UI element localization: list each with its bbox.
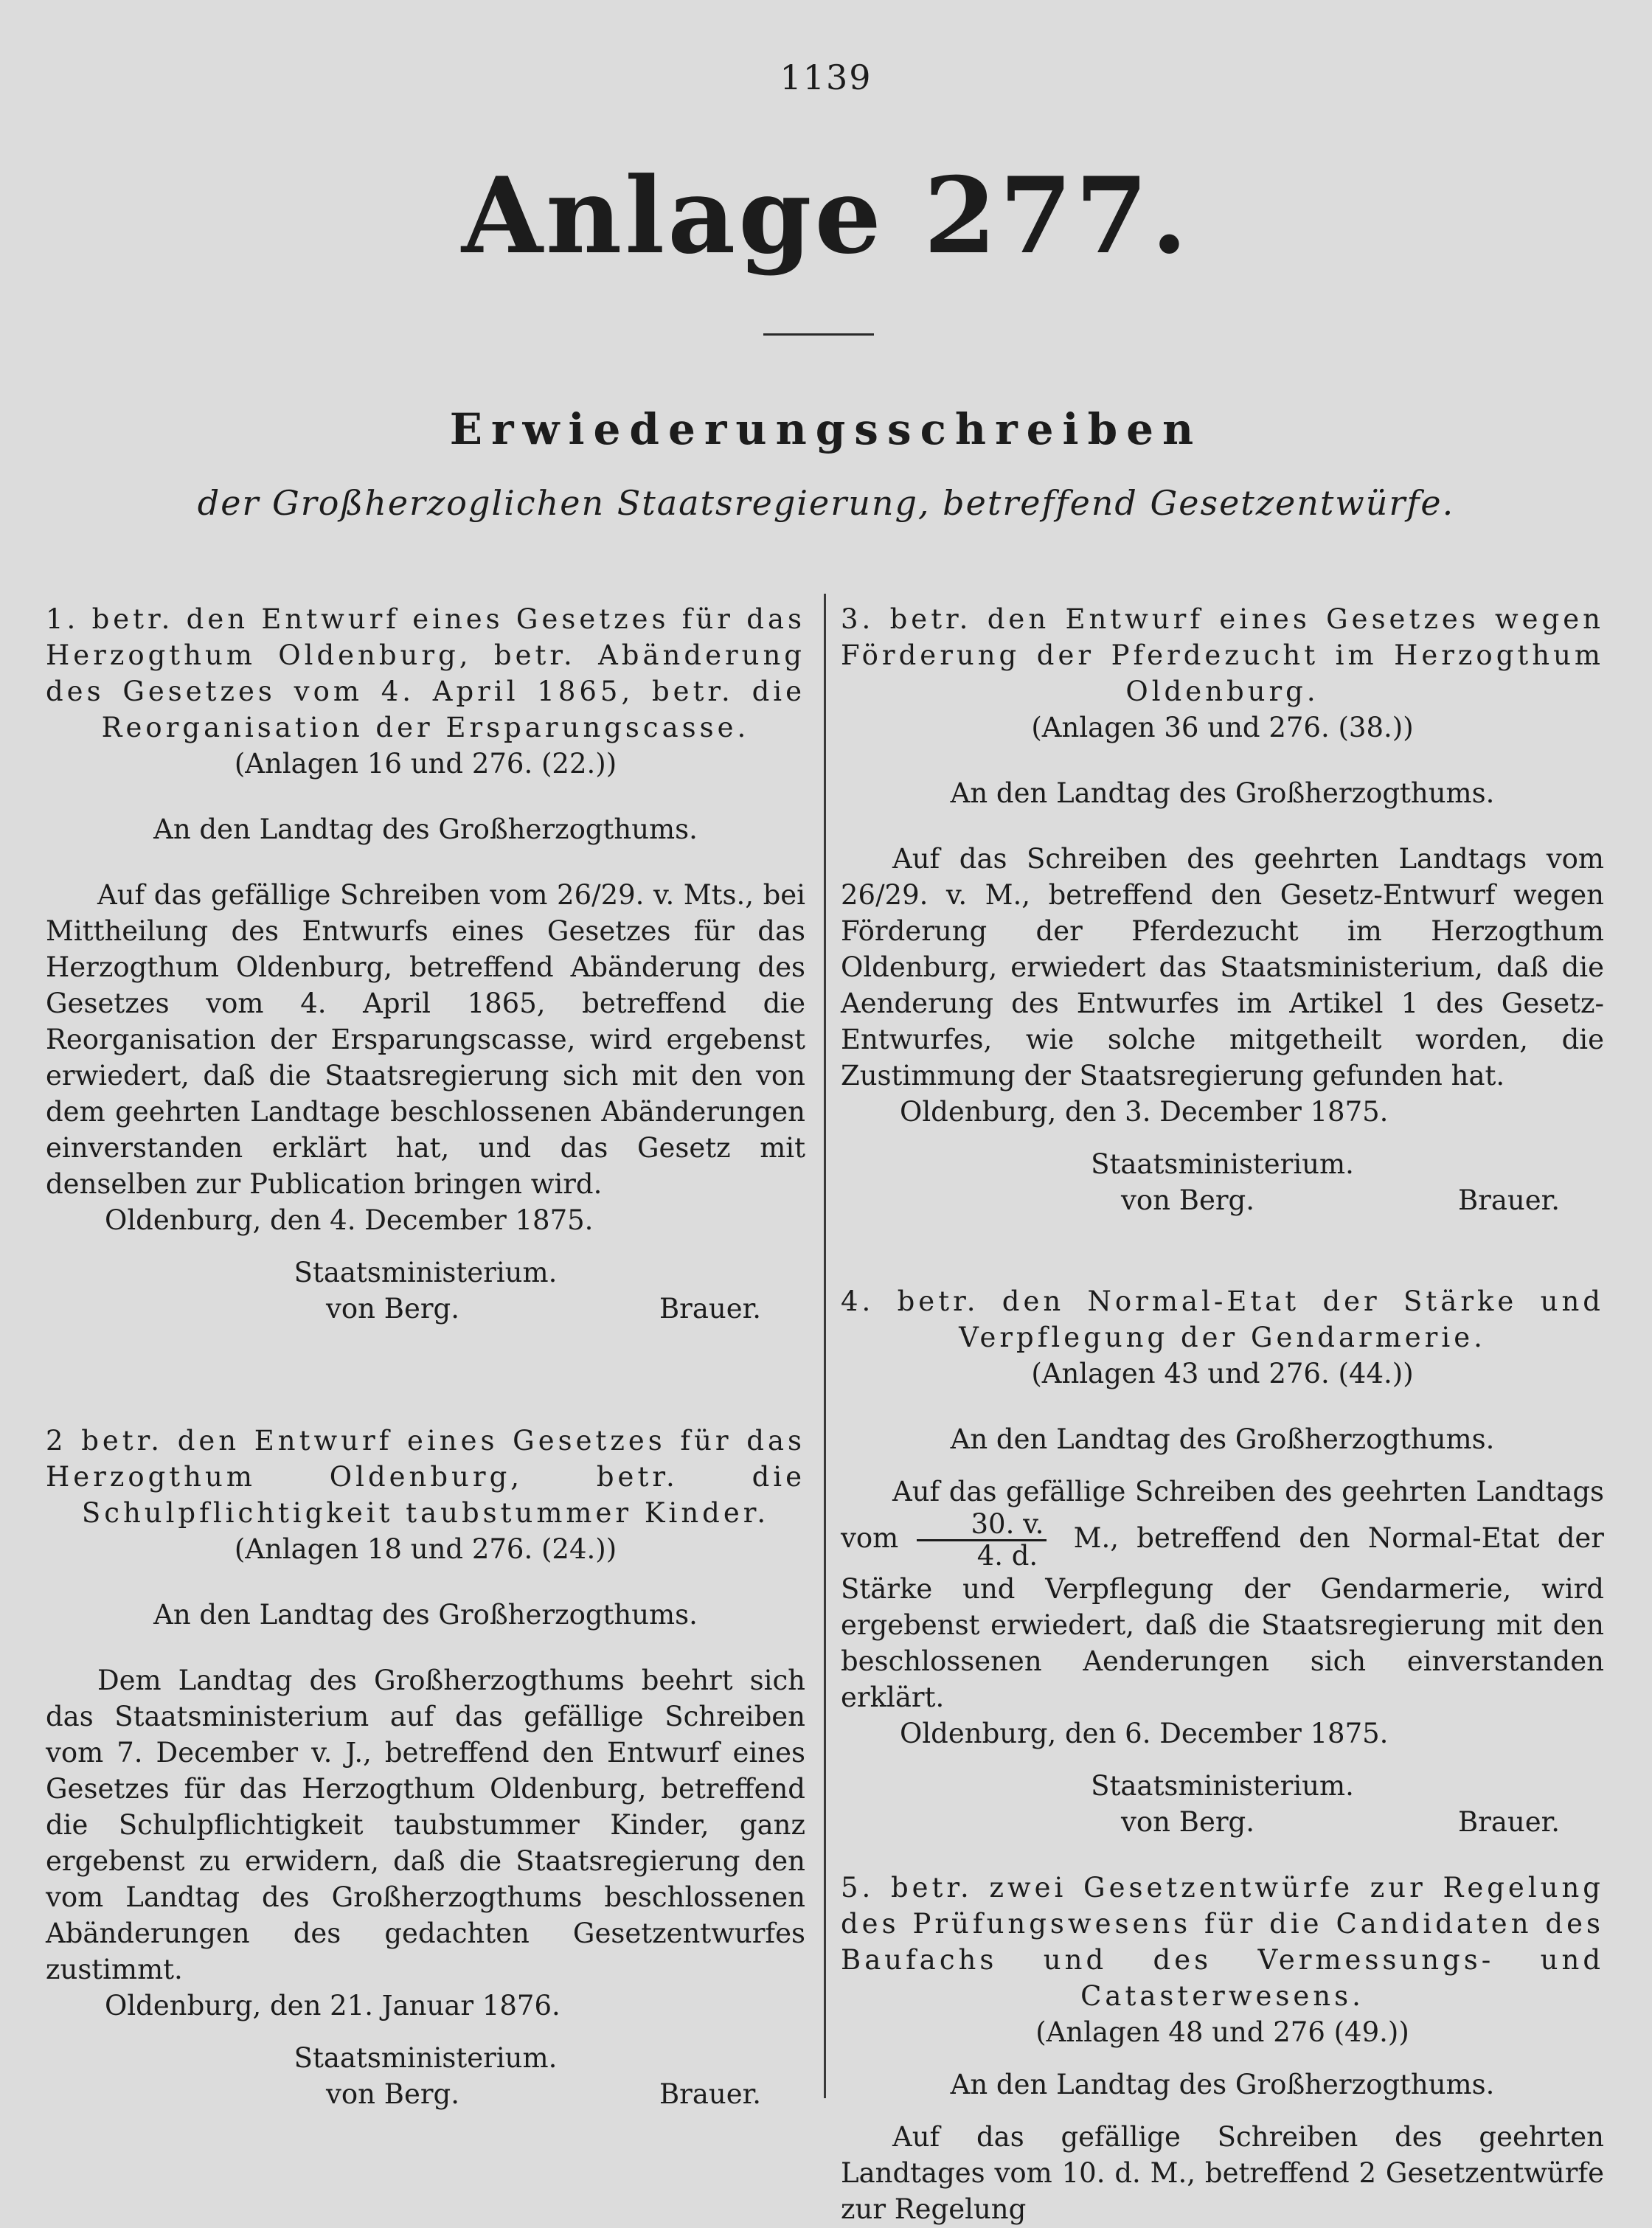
fraction-denominator: 4. d.: [976, 1540, 1038, 1572]
section-4: [841, 1283, 1604, 1840]
section-date: Oldenburg, den 21. Januar 1876.: [105, 1990, 560, 2021]
section-addressee: An den Landtag des Großherzogthums.: [950, 2069, 1495, 2100]
section-ministry: Staatsministerium.: [1091, 1148, 1354, 1180]
section-body: Auf das Schreiben des geehrten Landtags vom 26/29. v. M., betreffend den Gesetz-Entwurf wegen Förderung der Pferdezucht im Herzogthum Oldenburg, erwiedert das Staatsministerium, daß die Aenderung des Entwurfes im Artikel 1 des Gesetz-Entwurfes, wie solche mitgetheilt worden, die Zustimmung der Staatsregierung gefunden hat.: [841, 843, 1604, 1092]
document-subheading: der Großherzoglichen Staatsregierung, betreffend Gesetzentwürfe.: [197, 483, 1455, 523]
section-body: Dem Landtag des Großherzogthums beehrt sich das Staatsministerium auf das gefällige Schreiben vom 7. December v. J., betreffend den Entwurf eines Gesetzes für das Herzogthum Oldenburg, betreffend die Schulpflichtigkeit taubstummer Kinder, ganz ergebenst zu erwidern, daß die Staatsregierung den vom Landtag des Großherzogthums beschlossenen Abänderungen des gedachten Gesetzentwurfes zustimmt.: [46, 1665, 805, 1985]
section-body-lead: Auf das gefällige Schreiben des geehrten Landtags vom: [841, 1476, 1604, 1554]
section-ministry: Staatsministerium.: [1091, 1770, 1354, 1802]
section-signers: [46, 2076, 805, 2112]
signer-brauer: Brauer.: [1457, 1184, 1560, 1216]
section-ministry: Staatsministerium.: [294, 1257, 558, 1288]
section-title: 5. betr. zwei Gesetzentwürfe zur Regelung des Prüfungswesens für die Candidaten des Baufachs und des Vermessungs- und Catasterwesens.: [841, 1872, 1604, 2012]
section-title: 1. betr. den Entwurf eines Gesetzes für das Herzogthum Oldenburg, betr. Abänderung des Gesetzes vom 4. April 1865, betr. die Reorganisation der Ersparungscasse.: [46, 603, 805, 743]
document-heading: Erwiederungsschreiben: [449, 404, 1203, 454]
section-date: Oldenburg, den 6. December 1875.: [900, 1718, 1389, 1749]
section-body-rest: M., betreffend den Normal-Etat der Stärke und Verpflegung der Gendarmerie, wird ergebenst erwiedert, daß die Staatsregierung mit den beschlossenen Aenderungen sich einverstanden erklärt.: [841, 1522, 1604, 1713]
section-3: [841, 601, 1604, 1218]
signer-von-berg: von Berg.: [326, 1293, 459, 1325]
section-date: Oldenburg, den 4. December 1875.: [105, 1204, 594, 1236]
section-reference: (Anlagen 36 und 276. (38.)): [1031, 712, 1414, 743]
section-title: 4. betr. den Normal-Etat der Stärke und Verpflegung der Gendarmerie.: [841, 1285, 1604, 1353]
section-ministry: Staatsministerium.: [294, 2042, 558, 2074]
section-signers: [841, 1182, 1604, 1218]
title-rule: [763, 333, 874, 336]
section-addressee: An den Landtag des Großherzogthums.: [153, 813, 698, 845]
signer-brauer: Brauer.: [659, 2078, 761, 2110]
page-number: 1139: [780, 58, 872, 97]
section-date: Oldenburg, den 3. December 1875.: [900, 1096, 1389, 1128]
signer-von-berg: von Berg.: [1121, 1806, 1254, 1838]
section-reference: (Anlagen 43 und 276. (44.)): [1031, 1358, 1414, 1389]
signer-von-berg: von Berg.: [1121, 1184, 1254, 1216]
section-reference: (Anlagen 18 und 276. (24.)): [234, 1533, 617, 1565]
signer-von-berg: von Berg.: [326, 2078, 459, 2110]
fraction-numerator: 30. v.: [917, 1510, 1047, 1541]
section-reference: (Anlagen 16 und 276. (22.)): [234, 748, 617, 780]
section-5: [841, 1870, 1604, 2227]
section-reference: (Anlagen 48 und 276 (49.)): [1035, 2016, 1409, 2048]
date-fraction: [917, 1510, 1047, 1571]
section-1: [46, 601, 805, 1327]
column-divider: [824, 594, 826, 2098]
section-addressee: An den Landtag des Großherzogthums.: [153, 1599, 698, 1631]
section-addressee: An den Landtag des Großherzogthums.: [950, 777, 1495, 809]
section-title: 2 betr. den Entwurf eines Gesetzes für das Herzogthum Oldenburg, betr. die Schulpflichtigkeit taubstummer Kinder.: [46, 1425, 805, 1529]
signer-brauer: Brauer.: [1457, 1806, 1560, 1838]
section-title: 3. betr. den Entwurf eines Gesetzes wegen Förderung der Pferdezucht im Herzogthum Oldenburg.: [841, 603, 1604, 707]
main-title: Anlage 277.: [461, 155, 1191, 277]
section-2: [46, 1423, 805, 2112]
section-body: [841, 1474, 1604, 1715]
section-signers: [841, 1804, 1604, 1840]
signer-brauer: Brauer.: [659, 1293, 761, 1325]
section-body: Auf das gefällige Schreiben vom 26/29. v. Mts., bei Mittheilung des Entwurfs eines Gesetzes für das Herzogthum Oldenburg, betreffend Abänderung des Gesetzes vom 4. April 1865, betreffend die Reorganisation der Ersparungscasse, wird ergebenst erwiedert, daß die Staatsregierung sich mit den von dem geehrten Landtage beschlossenen Abänderungen einverstanden erklärt hat, und das Gesetz mit denselben zur Publication bringen wird.: [46, 879, 805, 1200]
left-column: [46, 601, 805, 2112]
right-column: [841, 601, 1604, 2227]
section-body: Auf das gefällige Schreiben des geehrten Landtages vom 10. d. M., betreffend 2 Gesetzentwürfe zur Regelung: [841, 2121, 1604, 2225]
section-addressee: An den Landtag des Großherzogthums.: [950, 1423, 1495, 1455]
section-signers: [46, 1291, 805, 1327]
